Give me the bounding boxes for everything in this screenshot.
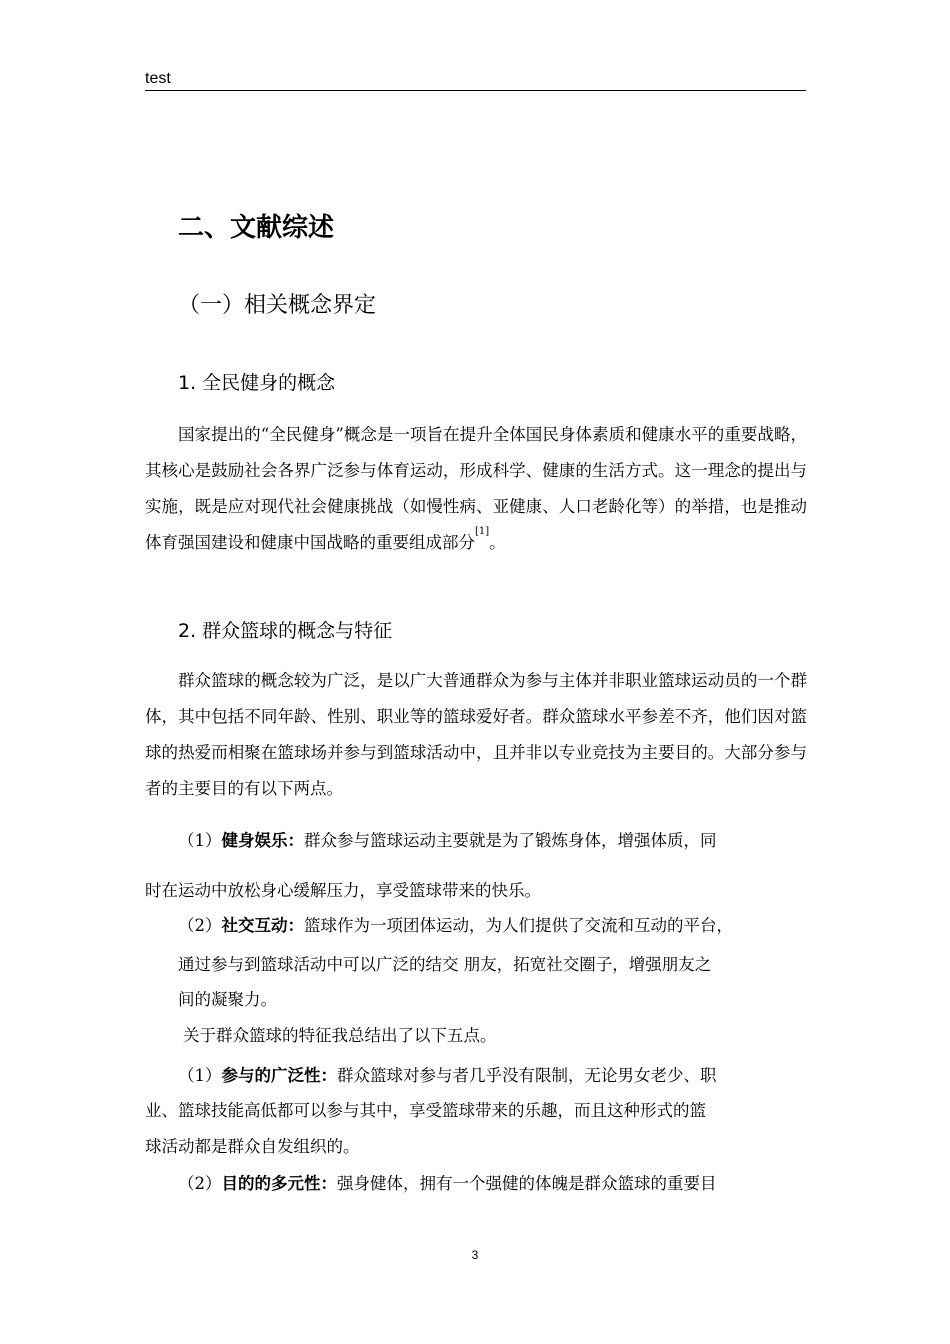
feature-item-1-cont-2: 球活动都是群众自发组织的。 <box>145 1137 360 1156</box>
item-label: 健身娱乐： <box>221 831 304 850</box>
feature-item-1-cont-1: 业、篮球技能高低都可以参与其中，享受篮球带来的乐趣，而且这种形式的篮 <box>145 1101 706 1120</box>
purpose-item-2 <box>178 911 733 941</box>
feature-item-2 <box>178 1169 717 1199</box>
section-heading: （一）相关概念界定 <box>178 293 377 318</box>
subsection-title-1: 1. 全民健身的概念 <box>178 372 336 394</box>
paragraph-fitness-concept <box>145 417 807 561</box>
paragraph-basketball-concept <box>145 663 807 807</box>
citation: [1] <box>475 526 490 537</box>
item-label: 目的的多元性： <box>221 1174 337 1193</box>
item-label: 参与的广泛性： <box>221 1066 337 1085</box>
purpose-item-1 <box>178 826 717 856</box>
purpose-item-1-cont: 时在运动中放松身心缓解压力，享受篮球带来的快乐。 <box>145 881 541 900</box>
chapter-heading: 二、文献综述 <box>178 213 335 243</box>
item-text: 群众参与篮球运动主要就是为了锻炼身体，增强体质，同 <box>304 831 717 850</box>
item-text: 篮球作为一项团体运动，为人们提供了交流和互动的平台， <box>304 916 733 935</box>
item-number: （1） <box>178 831 222 850</box>
item-number: （2） <box>178 1174 222 1193</box>
header-text: test <box>145 70 171 87</box>
purpose-item-2-cont-1: 通过参与到篮球活动中可以广泛的结交 朋友，拓宽社交圈子，增强朋友之 <box>178 955 712 974</box>
purpose-item-2-cont-2: 间的凝聚力。 <box>178 990 277 1009</box>
page-header <box>145 68 806 91</box>
item-text: 群众篮球对参与者几乎没有限制，无论男女老少、职 <box>337 1066 717 1085</box>
item-number: （2） <box>178 916 222 935</box>
page-number: 3 <box>471 1248 479 1262</box>
features-intro: 关于群众篮球的特征我总结出了以下五点。 <box>183 1026 497 1045</box>
item-label: 社交互动： <box>221 916 304 935</box>
subsection-title-2: 2. 群众篮球的概念与特征 <box>178 620 393 642</box>
item-number: （1） <box>178 1066 222 1085</box>
item-text: 强身健体，拥有一个强健的体魄是群众篮球的重要目 <box>337 1174 717 1193</box>
paragraph-tail: 。 <box>489 533 506 552</box>
paragraph-text: 国家提出的“全民健身”概念是一项旨在提升全体国民身体素质和健康水平的重要战略，其核心是鼓励社会各界广泛参与体育运动，形成科学、健康的生活方式。这一理念的提出与实施，既是应对现代社会健康挑战（如慢性病、亚健康、人口老龄化等）的举措，也是推动体育强国建设和健康中国战略的重要组成部分 <box>145 425 807 552</box>
paragraph-text: 群众篮球的概念较为广泛，是以广大普通群众为参与主体并非职业篮球运动员的一个群体，其中包括不同年龄、性别、职业等的篮球爱好者。群众篮球水平参差不齐，他们因对篮球的热爱而相聚在篮球场并参与到篮球活动中，且并非以专业竞技为主要目的。大部分参与者的主要目的有以下两点。 <box>145 671 807 798</box>
feature-item-1 <box>178 1061 717 1091</box>
